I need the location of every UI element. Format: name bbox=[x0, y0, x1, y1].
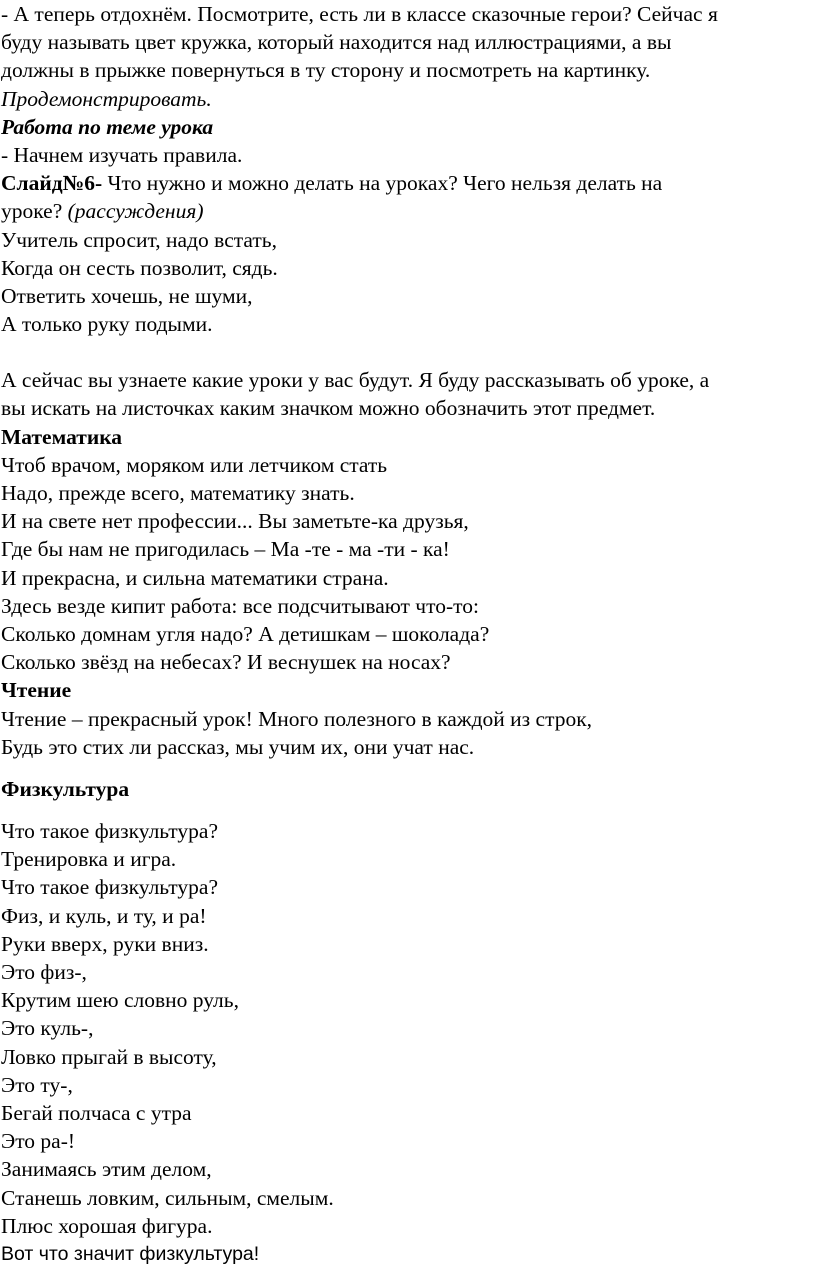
slide-question-part-1: Что нужно и можно делать на уроках? Чего нельзя делать на bbox=[102, 171, 663, 196]
slide-question-part-2: уроке? bbox=[1, 199, 68, 224]
reading-heading: Чтение bbox=[1, 678, 72, 703]
demonstrate-note: Продемонстрировать. bbox=[1, 86, 212, 111]
slide-label: Слайд№6- bbox=[1, 171, 103, 196]
math-line-1: Чтоб врачом, моряком или летчиком стать bbox=[1, 452, 388, 477]
lessons-intro-line-1: А сейчас вы узнаете какие уроки у вас будут. Я буду рассказывать об уроке, а bbox=[1, 368, 710, 393]
pe-line-10: Это ту-, bbox=[1, 1072, 73, 1097]
pe-line-11: Бегай полчаса с утра bbox=[1, 1100, 192, 1125]
pe-closing-line: Вот что значит физкультура! bbox=[1, 1242, 260, 1265]
pe-line-15: Плюс хорошая фигура. bbox=[1, 1213, 213, 1238]
pe-line-8: Это куль-, bbox=[1, 1016, 94, 1041]
pe-line-2: Тренировка и игра. bbox=[1, 847, 177, 872]
topic-work-heading: Работа по теме урока bbox=[1, 114, 214, 139]
start-rules-line: - Начнем изучать правила. bbox=[1, 142, 243, 167]
slide-line-1 bbox=[1, 169, 815, 197]
math-line-6: Здесь везде кипит работа: все подсчитывают что-то: bbox=[1, 593, 479, 618]
pe-line-6: Это физ-, bbox=[1, 960, 87, 984]
math-line-2: Надо, прежде всего, математику знать. bbox=[1, 481, 355, 505]
pe-line-9: Ловко прыгай в высоту, bbox=[1, 1044, 217, 1069]
pe-line-13: Занимаясь этим делом, bbox=[1, 1157, 212, 1182]
slide-line-2 bbox=[1, 197, 815, 225]
pe-line-1: Что такое физкультура? bbox=[1, 819, 218, 844]
math-line-4: Где бы нам не пригодилась – Ма -те - ма -ти - ка! bbox=[1, 537, 450, 562]
pe-heading: Физкультура bbox=[1, 776, 130, 801]
spacer bbox=[1, 761, 815, 775]
pe-line-14: Станешь ловким, сильным, смелым. bbox=[1, 1185, 334, 1210]
pe-line-3: Что такое физкультура? bbox=[1, 875, 218, 900]
math-line-5: И прекрасна, и сильна математики страна. bbox=[1, 565, 389, 590]
rules-poem-line-4: А только руку подыми. bbox=[1, 312, 213, 337]
math-line-3: И на свете нет профессии... Вы заметьте-ка друзья, bbox=[1, 509, 469, 534]
pe-line-4: Физ, и куль, и ту, и ра! bbox=[1, 903, 207, 928]
reading-line-1: Чтение – прекрасный урок! Много полезного в каждой из строк, bbox=[1, 706, 593, 731]
document-page bbox=[1, 0, 815, 1268]
pe-line-5: Руки вверх, руки вниз. bbox=[1, 931, 209, 956]
math-heading: Математика bbox=[1, 424, 123, 449]
blank-line bbox=[1, 338, 815, 366]
rules-poem-line-3: Ответить хочешь, не шуми, bbox=[1, 283, 253, 308]
spacer bbox=[1, 803, 815, 817]
rules-poem-line-1: Учитель спросит, надо встать, bbox=[1, 227, 277, 252]
math-line-8: Сколько звёзд на небесах? И веснушек на носах? bbox=[1, 650, 451, 675]
slide-note: (рассуждения) bbox=[67, 199, 204, 224]
intro-line-3: должны в прыжке повернуться в ту сторону и посмотреть на картинку. bbox=[1, 58, 651, 83]
reading-line-2: Будь это стих ли рассказ, мы учим их, они учат нас. bbox=[1, 734, 475, 759]
pe-line-7: Крутим шею словно руль, bbox=[1, 988, 239, 1013]
rules-poem-line-2: Когда он сесть позволит, сядь. bbox=[1, 255, 278, 280]
math-line-7: Сколько домнам угля надо? А детишкам – шоколада? bbox=[1, 621, 490, 646]
intro-line-1: - А теперь отдохнём. Посмотрите, есть ли в классе сказочные герои? Сейчас я bbox=[1, 2, 718, 26]
intro-line-2: буду называть цвет кружка, который находится над иллюстрациями, а вы bbox=[1, 30, 672, 55]
pe-line-12: Это ра-! bbox=[1, 1129, 76, 1154]
lessons-intro-line-2: вы искать на листочках каким значком можно обозначить этот предмет. bbox=[1, 396, 656, 421]
